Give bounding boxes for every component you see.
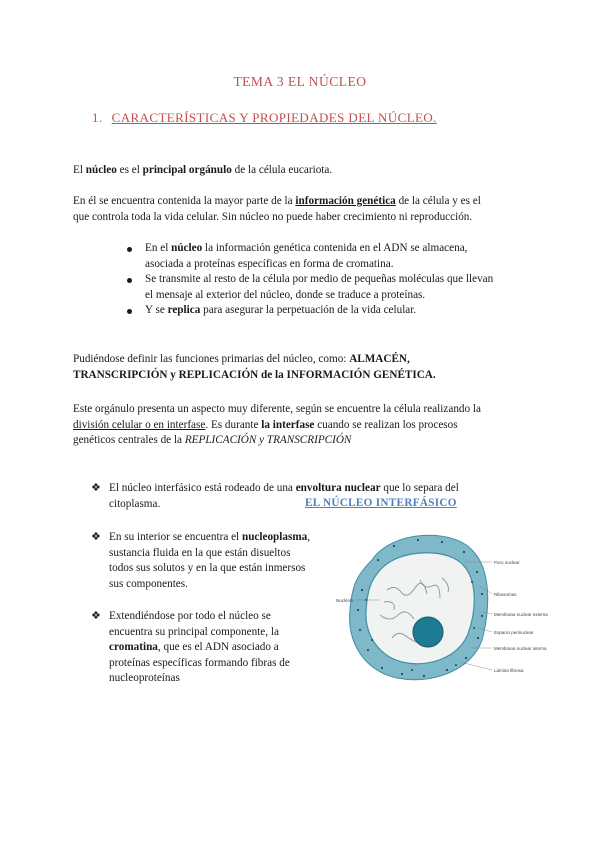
paragraph-interphase: Este orgánulo presenta un aspecto muy diferente, según se encuentre la célula realizando la división celular o en interfase. Es durante la interfase cuando se realizan los procesos genéticos centrales de la REPLICACIÓN y TRANSCRIPCIÓN — [73, 403, 481, 446]
label-lamina: Lámina fibrosa — [494, 668, 524, 673]
figure-title: EL NÚCLEO INTERFÁSICO — [305, 497, 457, 509]
section-heading — [92, 110, 437, 126]
list-item: Se transmite al resto de la célula por medio de pequeñas moléculas que llevan el mensaje al exterior del núcleo, donde se traduce a proteínas. — [127, 272, 537, 303]
diamond-bullet-icon: ❖ — [91, 482, 101, 494]
bullet-icon — [127, 309, 132, 314]
list-item: En el núcleo la información genética contenida en el ADN se almacena, asociada a proteínas específicas en forma de cromatina. — [127, 241, 537, 272]
label-membrana-ext: Membrana nuclear externa — [494, 612, 548, 617]
page-title: TEMA 3 EL NÚCLEO — [233, 74, 367, 89]
label-espacio: Espacio perinuclear — [494, 630, 534, 635]
label-membrana-int: Membrana nuclear interna — [494, 646, 547, 651]
section-heading-text: CARACTERÍSTICAS Y PROPIEDADES DEL NÚCLEO. — [111, 110, 437, 125]
section-number: 1. — [92, 110, 103, 125]
label-ribosomas: Ribosomas — [494, 592, 517, 597]
paragraph-intro: El núcleo es el principal orgánulo de la célula eucariota. — [73, 164, 333, 176]
label-poro: Poro nuclear — [494, 560, 520, 565]
nucleoplasm — [366, 553, 474, 664]
diamond-item-envelope: ❖ El núcleo interfásico está rodeado de una envoltura nuclear que lo separa del citoplasma. — [91, 482, 459, 510]
bullet-icon — [127, 247, 132, 252]
nucleus-diagram — [332, 520, 548, 695]
diamond-bullet-icon: ❖ — [91, 531, 101, 543]
paragraph-genetic-info: En él se encuentra contenida la mayor parte de la información genética de la célula y es el que controla toda la vida celular. Sin núcleo no puede haber crecimiento ni reproducción. — [73, 195, 481, 223]
bullet-icon — [127, 278, 132, 283]
functions-list — [127, 241, 537, 319]
label-nucleolo: Nucléolo — [336, 598, 354, 603]
nucleolus — [413, 617, 443, 647]
paragraph-functions: Pudiéndose definir las funciones primarias del núcleo, como: ALMACÉN, TRANSCRIPCIÓN y REPLICACIÓN de la INFORMACIÓN GENÉTICA. — [73, 353, 436, 381]
diamond-item-chromatin: ❖ Extendiéndose por todo el núcleo se encuentra su principal componente, la cromatina, que es el ADN asociado a proteínas específicas formando fibras de nucleoproteínas — [91, 610, 290, 684]
diamond-item-nucleoplasm: ❖ En su interior se encuentra el nucleoplasma, sustancia fluida en la que están disueltos todos sus solutos y en la que están inmersos sus componentes. — [91, 531, 311, 590]
list-item: Y se replica para asegurar la perpetuación de la vida celular. — [127, 303, 537, 319]
diamond-bullet-icon: ❖ — [91, 610, 101, 622]
